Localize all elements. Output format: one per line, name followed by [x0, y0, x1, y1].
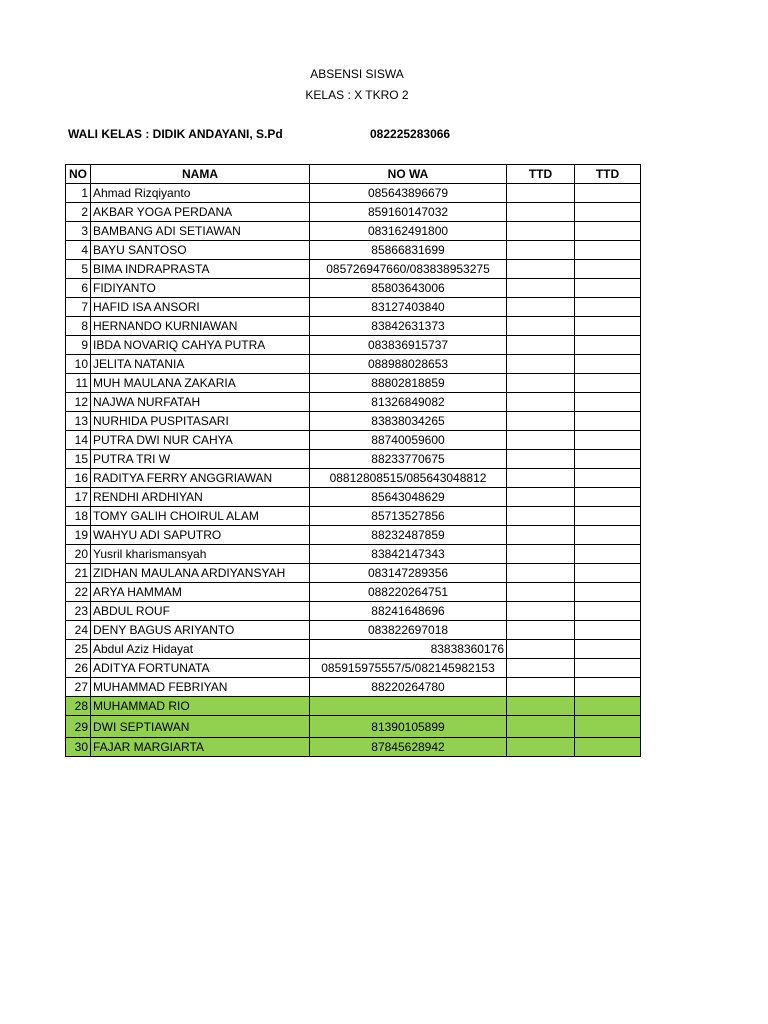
signature-cell-1 [507, 374, 575, 393]
signature-cell-2 [575, 602, 641, 621]
whatsapp-number: 83127403840 [310, 298, 507, 317]
whatsapp-number: 088988028653 [310, 355, 507, 374]
signature-cell-2 [575, 526, 641, 545]
signature-cell-2 [575, 355, 641, 374]
signature-cell-1 [507, 640, 575, 659]
student-name: Ahmad Rizqiyanto [91, 184, 310, 203]
table-row [66, 507, 641, 526]
signature-cell-2 [575, 374, 641, 393]
row-number: 19 [66, 526, 91, 545]
row-number: 15 [66, 450, 91, 469]
signature-cell-2 [575, 507, 641, 526]
table-row [66, 545, 641, 564]
student-name: BAMBANG ADI SETIAWAN [91, 222, 310, 241]
row-number: 18 [66, 507, 91, 526]
whatsapp-number: 85803643006 [310, 279, 507, 298]
row-number: 3 [66, 222, 91, 241]
row-number: 10 [66, 355, 91, 374]
row-number: 28 [66, 697, 91, 716]
whatsapp-number: 083162491800 [310, 222, 507, 241]
row-number: 13 [66, 412, 91, 431]
whatsapp-number: 08812808515/085643048812 [310, 469, 507, 488]
row-number: 6 [66, 279, 91, 298]
whatsapp-number: 085726947660/083838953275 [310, 260, 507, 279]
signature-cell-1 [507, 450, 575, 469]
student-name: PUTRA DWI NUR CAHYA [91, 431, 310, 450]
whatsapp-number: 83838034265 [310, 412, 507, 431]
signature-cell-2 [575, 241, 641, 260]
signature-cell-2 [575, 222, 641, 241]
column-header-no: NO [66, 165, 91, 184]
table-row [66, 716, 641, 738]
signature-cell-1 [507, 488, 575, 507]
table-row [66, 564, 641, 583]
whatsapp-number: 88232487859 [310, 526, 507, 545]
signature-cell-1 [507, 583, 575, 602]
whatsapp-number: 083147289356 [310, 564, 507, 583]
row-number: 9 [66, 336, 91, 355]
whatsapp-number: 88241648696 [310, 602, 507, 621]
signature-cell-1 [507, 260, 575, 279]
student-name: BIMA INDRAPRASTA [91, 260, 310, 279]
signature-cell-1 [507, 621, 575, 640]
student-name: MUHAMMAD RIO [91, 697, 310, 716]
signature-cell-1 [507, 279, 575, 298]
signature-cell-2 [575, 659, 641, 678]
whatsapp-number: 085643896679 [310, 184, 507, 203]
table-row [66, 412, 641, 431]
student-name: Yusril kharismansyah [91, 545, 310, 564]
signature-cell-2 [575, 412, 641, 431]
signature-cell-1 [507, 336, 575, 355]
student-name: AKBAR YOGA PERDANA [91, 203, 310, 222]
student-name: MUHAMMAD FEBRIYAN [91, 678, 310, 697]
column-header-ttd-1: TTD [507, 165, 575, 184]
table-row [66, 317, 641, 336]
signature-cell-2 [575, 564, 641, 583]
student-name: FAJAR MARGIARTA [91, 738, 310, 757]
row-number: 5 [66, 260, 91, 279]
signature-cell-1 [507, 298, 575, 317]
table-row [66, 621, 641, 640]
whatsapp-number: 87845628942 [310, 738, 507, 757]
table-row [66, 450, 641, 469]
row-number: 21 [66, 564, 91, 583]
signature-cell-1 [507, 507, 575, 526]
signature-cell-1 [507, 431, 575, 450]
row-number: 1 [66, 184, 91, 203]
whatsapp-number: 88220264780 [310, 678, 507, 697]
signature-cell-1 [507, 393, 575, 412]
table-row [66, 469, 641, 488]
whatsapp-number [310, 697, 507, 716]
signature-cell-1 [507, 564, 575, 583]
signature-cell-2 [575, 697, 641, 716]
whatsapp-number: 859160147032 [310, 203, 507, 222]
row-number: 12 [66, 393, 91, 412]
whatsapp-number: 85866831699 [310, 241, 507, 260]
signature-cell-2 [575, 317, 641, 336]
signature-cell-1 [507, 241, 575, 260]
whatsapp-number: 83838360176 [310, 640, 507, 659]
signature-cell-1 [507, 222, 575, 241]
whatsapp-number: 83842631373 [310, 317, 507, 336]
whatsapp-number: 85713527856 [310, 507, 507, 526]
row-number: 8 [66, 317, 91, 336]
student-name: HAFID ISA ANSORI [91, 298, 310, 317]
student-name: NAJWA NURFATAH [91, 393, 310, 412]
signature-cell-1 [507, 545, 575, 564]
signature-cell-2 [575, 583, 641, 602]
row-number: 17 [66, 488, 91, 507]
whatsapp-number: 81390105899 [310, 716, 507, 738]
signature-cell-2 [575, 621, 641, 640]
student-name: RADITYA FERRY ANGGRIAWAN [91, 469, 310, 488]
signature-cell-2 [575, 678, 641, 697]
table-row [66, 355, 641, 374]
class-label: KELAS : X TKRO 2 [305, 88, 409, 102]
student-name: TOMY GALIH CHOIRUL ALAM [91, 507, 310, 526]
table-row [66, 697, 641, 716]
signature-cell-1 [507, 659, 575, 678]
table-row [66, 279, 641, 298]
table-row [66, 488, 641, 507]
signature-cell-1 [507, 355, 575, 374]
row-number: 11 [66, 374, 91, 393]
student-name: HERNANDO KURNIAWAN [91, 317, 310, 336]
signature-cell-1 [507, 602, 575, 621]
table-row [66, 640, 641, 659]
attendance-table [65, 164, 641, 757]
row-number: 2 [66, 203, 91, 222]
table-row [66, 203, 641, 222]
signature-cell-2 [575, 545, 641, 564]
signature-cell-2 [575, 450, 641, 469]
table-row [66, 184, 641, 203]
row-number: 14 [66, 431, 91, 450]
whatsapp-number: 083822697018 [310, 621, 507, 640]
row-number: 26 [66, 659, 91, 678]
table-row [66, 336, 641, 355]
signature-cell-1 [507, 412, 575, 431]
student-name: Abdul Aziz Hidayat [91, 640, 310, 659]
student-name: NURHIDA PUSPITASARI [91, 412, 310, 431]
table-row [66, 260, 641, 279]
row-number: 25 [66, 640, 91, 659]
homeroom-teacher-phone: 082225283066 [370, 127, 451, 141]
whatsapp-number: 85643048629 [310, 488, 507, 507]
row-number: 24 [66, 621, 91, 640]
student-name: DWI SEPTIAWAN [91, 716, 310, 738]
row-number: 20 [66, 545, 91, 564]
whatsapp-number: 085915975557/5/082145982153 [310, 659, 507, 678]
row-number: 22 [66, 583, 91, 602]
row-number: 4 [66, 241, 91, 260]
student-name: MUH MAULANA ZAKARIA [91, 374, 310, 393]
whatsapp-number: 88233770675 [310, 450, 507, 469]
signature-cell-2 [575, 203, 641, 222]
row-number: 16 [66, 469, 91, 488]
signature-cell-1 [507, 469, 575, 488]
column-header-no-wa: NO WA [310, 165, 507, 184]
student-name: ZIDHAN MAULANA ARDIYANSYAH [91, 564, 310, 583]
table-row [66, 738, 641, 757]
signature-cell-2 [575, 469, 641, 488]
signature-cell-2 [575, 336, 641, 355]
table-row [66, 298, 641, 317]
signature-cell-1 [507, 697, 575, 716]
student-name: ADITYA FORTUNATA [91, 659, 310, 678]
table-row [66, 222, 641, 241]
signature-cell-2 [575, 640, 641, 659]
student-name: PUTRA TRI W [91, 450, 310, 469]
table-row [66, 659, 641, 678]
signature-cell-1 [507, 678, 575, 697]
row-number: 23 [66, 602, 91, 621]
signature-cell-2 [575, 393, 641, 412]
whatsapp-number: 88802818859 [310, 374, 507, 393]
student-name: FIDIYANTO [91, 279, 310, 298]
signature-cell-2 [575, 716, 641, 738]
signature-cell-1 [507, 317, 575, 336]
signature-cell-2 [575, 260, 641, 279]
signature-cell-2 [575, 738, 641, 757]
signature-cell-2 [575, 184, 641, 203]
signature-cell-2 [575, 431, 641, 450]
signature-cell-2 [575, 298, 641, 317]
table-row [66, 526, 641, 545]
student-name: IBDA NOVARIQ CAHYA PUTRA [91, 336, 310, 355]
row-number: 30 [66, 738, 91, 757]
document-title: ABSENSI SISWA [310, 67, 404, 81]
signature-cell-1 [507, 526, 575, 545]
table-row [66, 602, 641, 621]
column-header-nama: NAMA [91, 165, 310, 184]
table-row [66, 374, 641, 393]
column-header-ttd-2: TTD [575, 165, 641, 184]
whatsapp-number: 088220264751 [310, 583, 507, 602]
row-number: 7 [66, 298, 91, 317]
student-name: BAYU SANTOSO [91, 241, 310, 260]
table-row [66, 678, 641, 697]
signature-cell-2 [575, 279, 641, 298]
whatsapp-number: 88740059600 [310, 431, 507, 450]
signature-cell-1 [507, 738, 575, 757]
table-header-row [66, 165, 641, 184]
signature-cell-2 [575, 488, 641, 507]
student-name: WAHYU ADI SAPUTRO [91, 526, 310, 545]
whatsapp-number: 81326849082 [310, 393, 507, 412]
homeroom-teacher: WALI KELAS : DIDIK ANDAYANI, S.Pd [68, 127, 283, 141]
whatsapp-number: 083836915737 [310, 336, 507, 355]
student-name: JELITA NATANIA [91, 355, 310, 374]
signature-cell-1 [507, 203, 575, 222]
signature-cell-1 [507, 716, 575, 738]
student-name: ABDUL ROUF [91, 602, 310, 621]
row-number: 27 [66, 678, 91, 697]
table-row [66, 583, 641, 602]
student-name: ARYA HAMMAM [91, 583, 310, 602]
table-row [66, 393, 641, 412]
table-row [66, 241, 641, 260]
whatsapp-number: 83842147343 [310, 545, 507, 564]
signature-cell-1 [507, 184, 575, 203]
student-name: RENDHI ARDHIYAN [91, 488, 310, 507]
row-number: 29 [66, 716, 91, 738]
student-name: DENY BAGUS ARIYANTO [91, 621, 310, 640]
table-row [66, 431, 641, 450]
